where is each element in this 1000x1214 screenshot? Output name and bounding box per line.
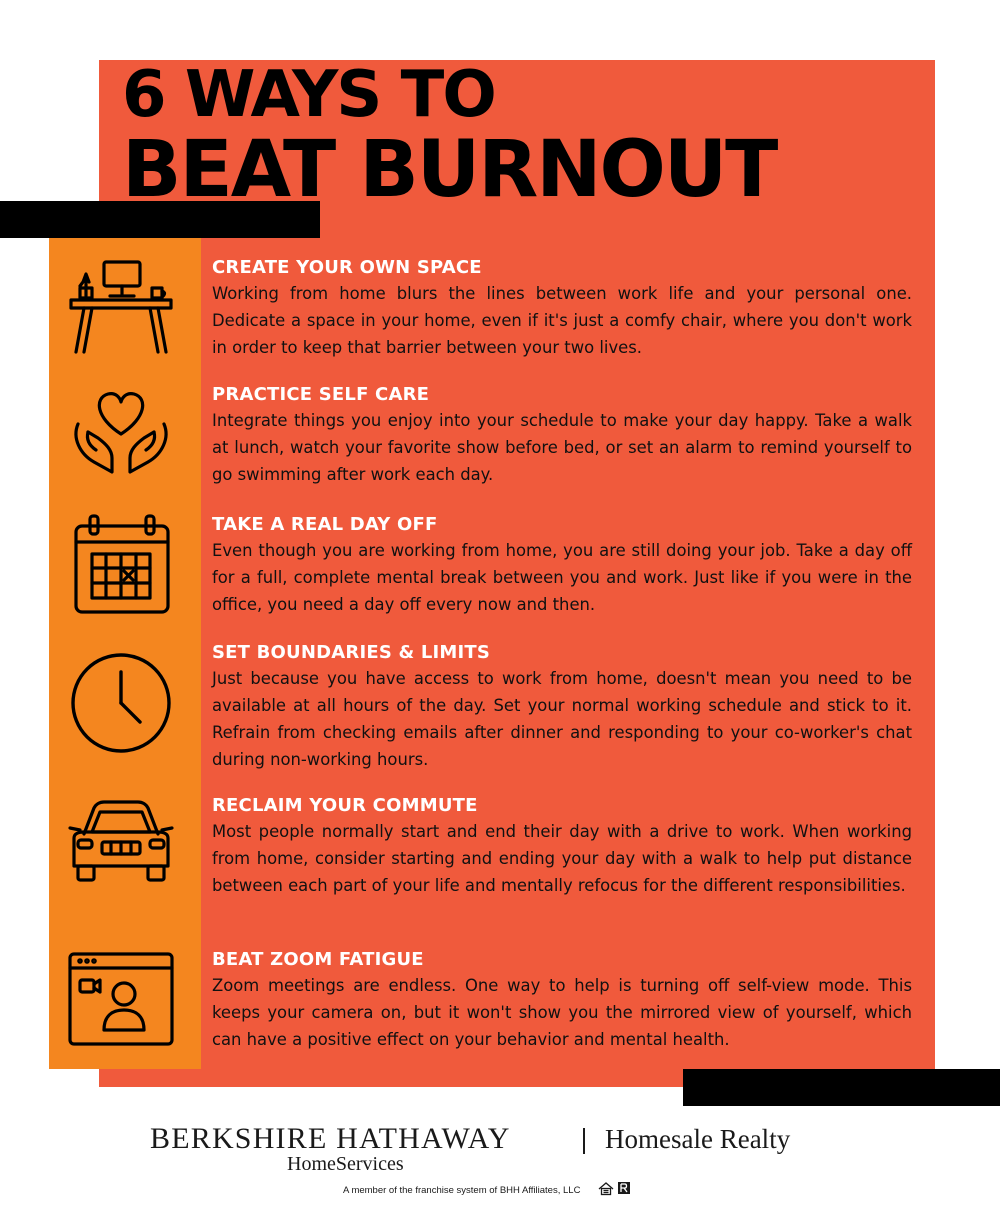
tip-body: Even though you are working from home, you are still doing your job. Take a day off for a full, complete mental break between you and work. Just like if you were in the office, you need a day off every now and then. [212, 541, 912, 614]
tip-heading: SET BOUNDARIES & LIMITS [212, 642, 491, 663]
tip-body: Most people normally start and end their day with a drive to work. When working from home, consider starting and ending your day with a walk to help put distance between each part of your life and mentally refocus for the different responsibilities. [212, 822, 912, 895]
office-name: Homesale Realty [605, 1124, 791, 1154]
tip-day-off [212, 513, 912, 618]
tip-body: Working from home blurs the lines between work life and your personal one. Dedicate a space in your home, even if it's just a comfy chair, where you don't work in order to keep that barrier between your two lives. [212, 284, 912, 357]
page-title [122, 58, 777, 215]
black-accent-bar-bottom [683, 1069, 1000, 1106]
tip-create-space [212, 256, 912, 361]
tip-heading: TAKE A REAL DAY OFF [212, 514, 438, 535]
tip-body: Integrate things you enjoy into your schedule to make your day happy. Take a walk at lunch, watch your favorite show before bed, or set an alarm to remind yourself to go swimming after work each day. [212, 411, 912, 484]
realtor-icon [618, 1182, 630, 1194]
tip-heading: BEAT ZOOM FATIGUE [212, 949, 424, 970]
tip-self-care [212, 383, 912, 488]
title-line-1: 6 WAYS TO [122, 58, 495, 132]
video-call-icon [66, 944, 176, 1054]
footer-branding [0, 1118, 1000, 1214]
equal-housing-icon [599, 1183, 613, 1195]
heart-hands-icon [66, 376, 176, 486]
desk-computer-icon [66, 252, 176, 362]
brand-separator [583, 1128, 585, 1154]
tip-body: Zoom meetings are endless. One way to help is turning off self-view mode. This keeps your camera on, but it won't show you the mirrored view of yourself, which can have a positive effect on your behavior and mental health. [212, 976, 912, 1049]
tip-body: Just because you have access to work from home, doesn't mean you need to be available at all hours of the day. Set your normal working schedule and stick to it. Refrain from checking emails after dinner and responding to your co-worker's chat during non-working hours. [212, 669, 912, 769]
tip-zoom-fatigue [212, 948, 912, 1053]
tip-heading: CREATE YOUR OWN SPACE [212, 257, 482, 278]
title-line-2: BEAT BURNOUT [122, 125, 777, 215]
equal-housing-realtor-icons [598, 1181, 632, 1197]
car-icon [66, 786, 176, 896]
clock-icon [66, 646, 176, 756]
tip-heading: RECLAIM YOUR COMMUTE [212, 795, 478, 816]
brand-name: BERKSHIRE HATHAWAY [150, 1122, 511, 1155]
brand-subname: HomeServices [287, 1153, 404, 1175]
member-disclaimer: A member of the franchise system of BHH Affiliates, LLC [343, 1185, 581, 1196]
tip-boundaries [212, 641, 912, 773]
tip-commute [212, 794, 912, 899]
calendar-icon [66, 510, 176, 620]
tip-heading: PRACTICE SELF CARE [212, 384, 430, 405]
